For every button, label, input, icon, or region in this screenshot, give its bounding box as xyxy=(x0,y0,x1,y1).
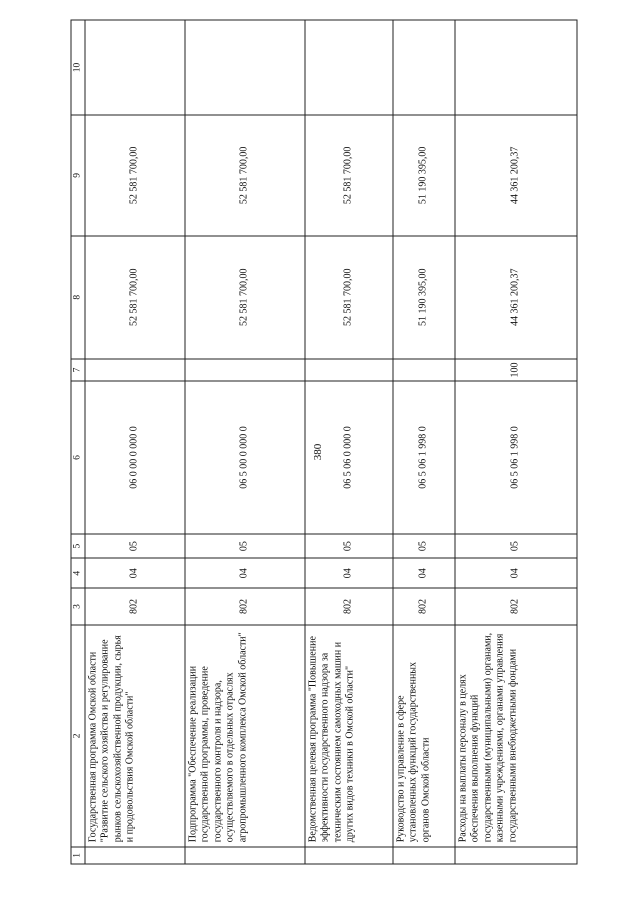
cell-admin-code: 802 xyxy=(304,588,392,625)
header-col-1: 1 xyxy=(71,847,85,864)
cell-amount-2: 52 581 700,00 xyxy=(304,115,392,236)
cell-section: 04 xyxy=(84,558,184,588)
cell-expense-type xyxy=(84,359,184,381)
cell-subsection: 05 xyxy=(184,534,304,559)
header-col-6: 6 xyxy=(71,381,85,534)
cell-amount-2: 52 581 700,00 xyxy=(184,115,304,236)
cell-amount-2: 52 581 700,00 xyxy=(84,115,184,236)
cell-section: 04 xyxy=(184,558,304,588)
cell-section: 04 xyxy=(304,558,392,588)
cell-admin-code: 802 xyxy=(454,588,576,625)
cell-col10 xyxy=(304,20,392,115)
table-row xyxy=(84,20,184,864)
cell-num xyxy=(84,847,184,864)
table-row xyxy=(184,20,304,864)
cell-admin-code: 802 xyxy=(392,588,454,625)
cell-num xyxy=(304,847,392,864)
cell-amount-2: 44 361 200,37 xyxy=(454,115,576,236)
cell-subsection: 05 xyxy=(454,534,576,559)
cell-amount: 52 581 700,00 xyxy=(184,236,304,359)
cell-amount: 52 581 700,00 xyxy=(84,236,184,359)
cell-admin-code: 802 xyxy=(184,588,304,625)
table-row xyxy=(304,20,392,864)
header-row xyxy=(71,20,85,864)
cell-name: Подпрограмма "Обеспечение реализации государственной программы, проведение государственного контроля и надзора, осуществляемого в отдельных отраслях агропромышленного комплекса Омской области" xyxy=(184,625,304,847)
cell-col10 xyxy=(84,20,184,115)
cell-expense-type xyxy=(392,359,454,381)
table-row xyxy=(454,20,576,864)
cell-amount: 52 581 700,00 xyxy=(304,236,392,359)
cell-num xyxy=(454,847,576,864)
cell-name: Государственная программа Омской области "Развитие сельского хозяйства и регулирование рынков сельскохозяйственной продукции, сырья и продовольствия Омской области" xyxy=(84,625,184,847)
cell-name: Расходы на выплаты персоналу в целях обеспечения выполнения функций государственными (муниципальными) органами, казенными учреждениями, органами управления государственными внебюджетными фондами xyxy=(454,625,576,847)
header-col-3: 3 xyxy=(71,588,85,625)
cell-expense-type: 100 xyxy=(454,359,576,381)
cell-name: Ведомственная целевая программа "Повышение эффективности государственного надзора за техническим состоянием самоходных машин и других видов техники в Омской области" xyxy=(304,625,392,847)
cell-num xyxy=(392,847,454,864)
cell-target-article: 06 5 06 1 998 0 xyxy=(392,381,454,534)
header-col-7: 7 xyxy=(71,359,85,381)
cell-target-article: 06 5 06 0 000 0 xyxy=(304,381,392,534)
header-col-8: 8 xyxy=(71,236,85,359)
budget-table-rotated xyxy=(70,20,590,865)
cell-subsection: 05 xyxy=(304,534,392,559)
cell-amount: 51 190 395,00 xyxy=(392,236,454,359)
header-col-2: 2 xyxy=(71,625,85,847)
header-col-5: 5 xyxy=(71,534,85,559)
header-col-10: 10 xyxy=(71,20,85,115)
cell-amount-2: 51 190 395,00 xyxy=(392,115,454,236)
cell-col10 xyxy=(392,20,454,115)
table-row xyxy=(392,20,454,864)
cell-target-article: 06 0 00 0 000 0 xyxy=(84,381,184,534)
header-col-9: 9 xyxy=(71,115,85,236)
cell-section: 04 xyxy=(392,558,454,588)
cell-name: Руководство и управление в сфере установленных функций государственных органов Омской области xyxy=(392,625,454,847)
cell-col10 xyxy=(454,20,576,115)
page-number: 380 xyxy=(312,443,324,461)
header-col-4: 4 xyxy=(71,558,85,588)
cell-target-article: 06 5 06 1 998 0 xyxy=(454,381,576,534)
cell-amount: 44 361 200,37 xyxy=(454,236,576,359)
cell-subsection: 05 xyxy=(392,534,454,559)
cell-expense-type xyxy=(304,359,392,381)
cell-admin-code: 802 xyxy=(84,588,184,625)
cell-num xyxy=(184,847,304,864)
cell-section: 04 xyxy=(454,558,576,588)
cell-col10 xyxy=(184,20,304,115)
budget-table xyxy=(70,20,577,865)
cell-target-article: 06 5 00 0 000 0 xyxy=(184,381,304,534)
cell-expense-type xyxy=(184,359,304,381)
cell-subsection: 05 xyxy=(84,534,184,559)
